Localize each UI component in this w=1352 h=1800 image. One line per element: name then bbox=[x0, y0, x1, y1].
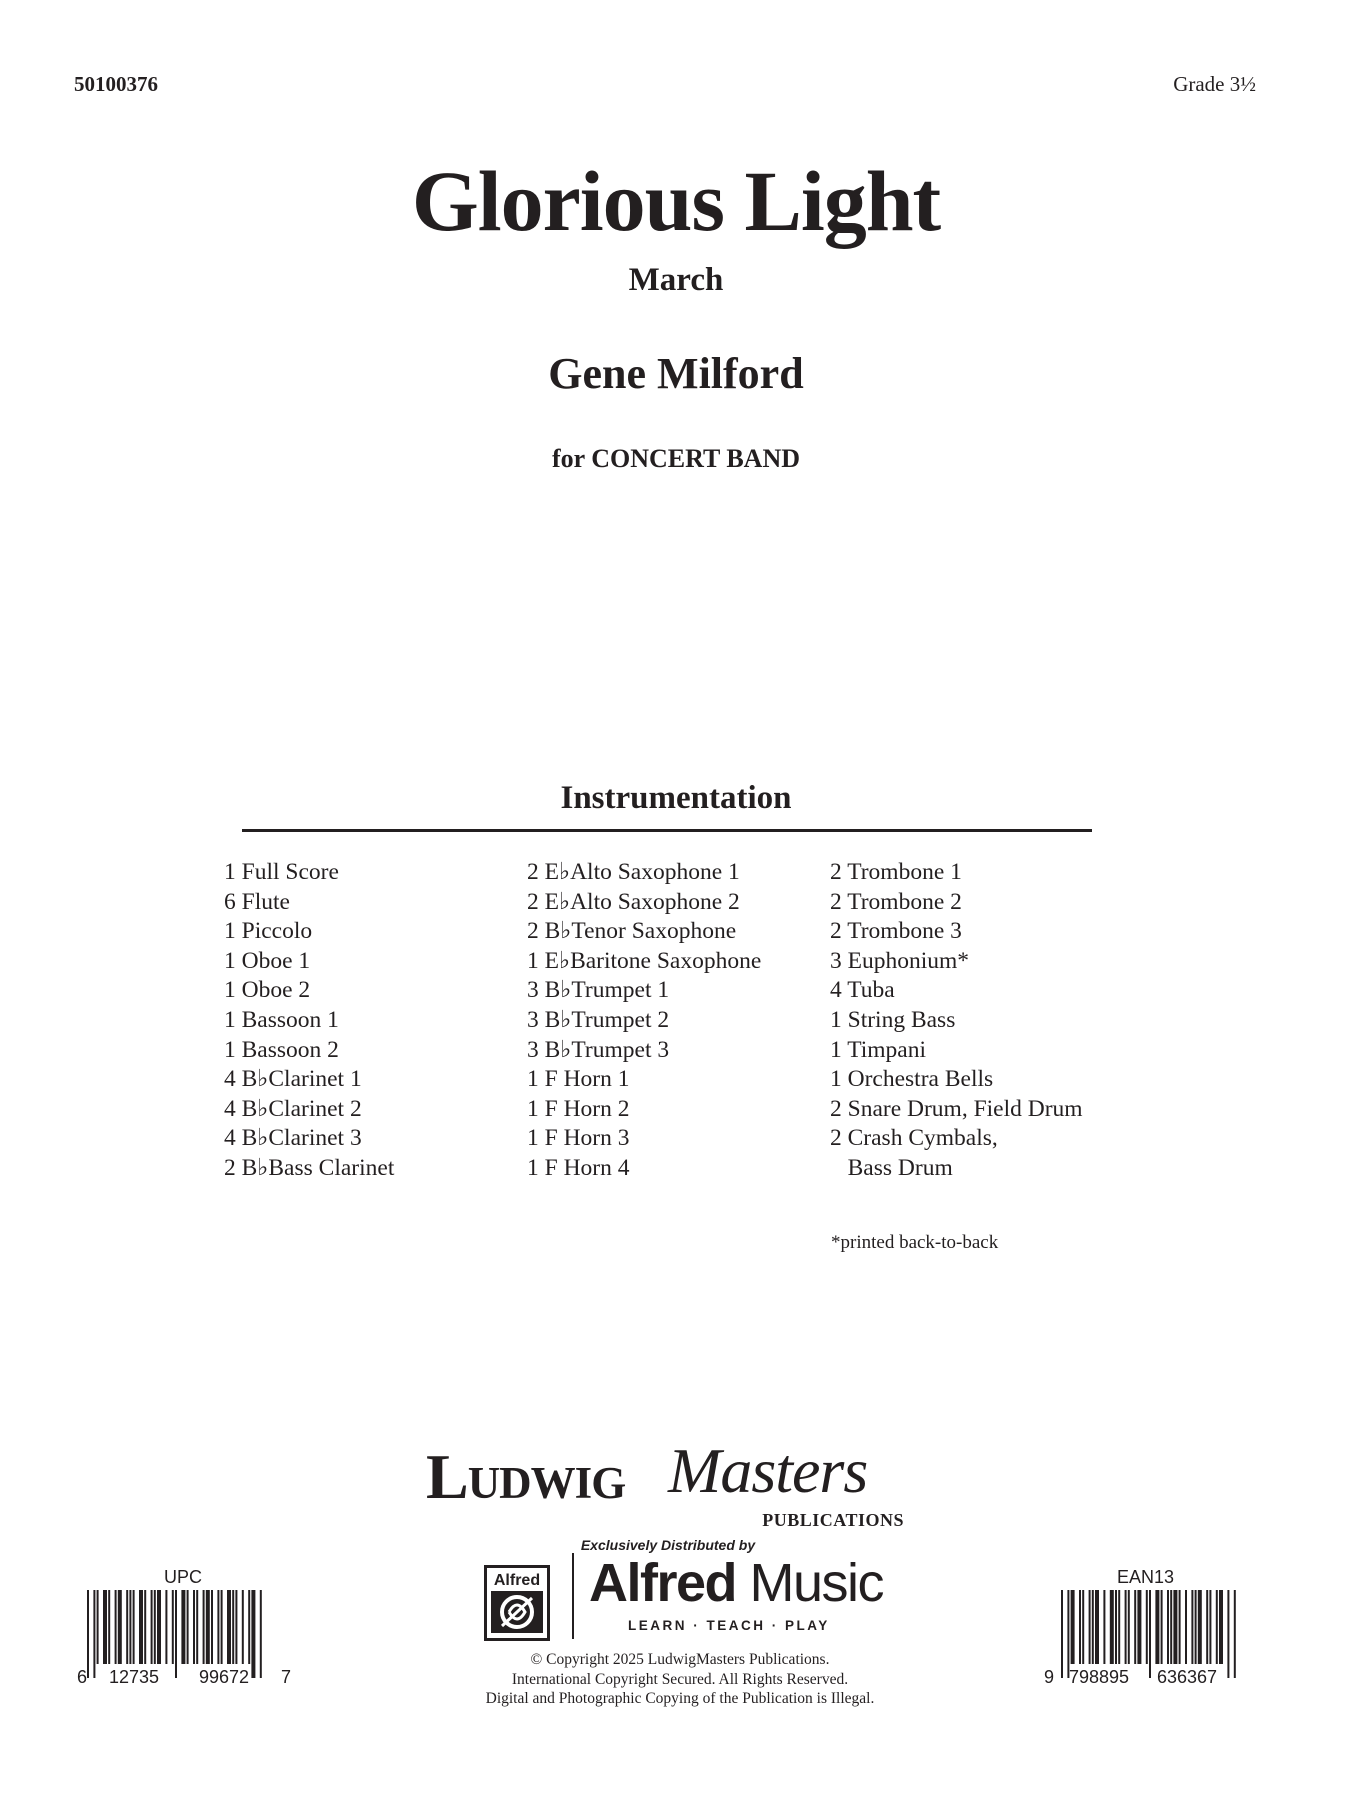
barcode-bar bbox=[242, 1590, 244, 1664]
upc-digits: 6 bbox=[77, 1667, 88, 1687]
barcode-bar bbox=[1185, 1590, 1187, 1664]
instrument-item: 4 B♭Clarinet 2 bbox=[224, 1095, 362, 1122]
instrument-item: 3 Euphonium* bbox=[830, 947, 970, 974]
barcode-bar bbox=[154, 1590, 156, 1664]
instrument-column-1 bbox=[224, 858, 394, 1184]
barcode-bar bbox=[139, 1590, 143, 1664]
barcode-bar bbox=[1118, 1590, 1120, 1664]
barcode-bar bbox=[1082, 1590, 1084, 1664]
barcode-bar bbox=[97, 1590, 99, 1664]
copyright-line: © Copyright 2025 LudwigMasters Publications. bbox=[530, 1651, 830, 1668]
instrument-item: 2 Trombone 1 bbox=[830, 859, 962, 885]
instrumentation-divider bbox=[242, 829, 1092, 832]
barcode-bar bbox=[1071, 1590, 1075, 1664]
barcode-bar bbox=[1067, 1590, 1069, 1678]
copyright-line: Digital and Photographic Copying of the Publication is Illegal. bbox=[485, 1690, 875, 1707]
instrument-item: 1 F Horn 3 bbox=[527, 1125, 630, 1152]
barcode-bar bbox=[1061, 1590, 1063, 1678]
barcode-bar bbox=[235, 1590, 237, 1664]
alfred-badge-icon bbox=[484, 1565, 550, 1641]
instrument-item: 1 Oboe 2 bbox=[224, 977, 311, 1004]
instrument-item: 1 Piccolo bbox=[224, 918, 313, 945]
upc-digits: 7 bbox=[281, 1667, 292, 1687]
copyright-line: International Copyright Secured. All Rights Reserved. bbox=[511, 1670, 849, 1688]
barcode-bar bbox=[196, 1590, 198, 1664]
barcode-bar bbox=[1155, 1590, 1159, 1664]
barcode-bar bbox=[93, 1590, 95, 1678]
distributor-divider bbox=[572, 1553, 574, 1639]
upc-digits: 12735 bbox=[109, 1667, 160, 1687]
instrument-column-2 bbox=[527, 858, 761, 1184]
instrument-item: 4 B♭Clarinet 1 bbox=[224, 1066, 362, 1093]
barcode-bar bbox=[1092, 1590, 1094, 1664]
barcode-bar bbox=[221, 1590, 223, 1664]
instrument-item: 6 Flute bbox=[224, 888, 290, 915]
barcode-bar bbox=[1198, 1590, 1202, 1664]
instrument-item: 2 E♭Alto Saxophone 1 bbox=[527, 859, 740, 885]
barcode-bar bbox=[1209, 1590, 1211, 1664]
instrument-item: 1 String Bass bbox=[830, 1006, 956, 1033]
instrument-item: 1 Orchestra Bells bbox=[830, 1066, 994, 1093]
barcode-bar bbox=[1089, 1590, 1091, 1664]
instrument-item: 2 B♭Tenor Saxophone bbox=[527, 918, 737, 945]
barcode-bar bbox=[172, 1590, 174, 1664]
barcode-bar bbox=[165, 1590, 167, 1664]
distributed-by-text: Exclusively Distributed by bbox=[580, 1537, 756, 1553]
alfred-wordmark-rest: Music bbox=[736, 1553, 884, 1613]
instrument-item: 1 Bassoon 2 bbox=[224, 1036, 339, 1063]
barcode-bar bbox=[175, 1590, 177, 1678]
instrument-item: 2 B♭Bass Clarinet bbox=[224, 1154, 395, 1181]
logo-ludwig-text: Ludwig bbox=[426, 1441, 626, 1512]
instrument-item: 4 B♭Clarinet 3 bbox=[224, 1125, 362, 1152]
instrument-item: 1 F Horn 1 bbox=[527, 1066, 630, 1093]
instrument-item: 2 E♭Alto Saxophone 2 bbox=[527, 888, 740, 915]
ean13-label: EAN13 bbox=[1117, 1567, 1175, 1587]
grade-level: Grade 3½ bbox=[1173, 72, 1256, 96]
instrument-item: 1 Timpani bbox=[830, 1036, 926, 1063]
barcode-bar bbox=[248, 1590, 250, 1664]
upc-barcode bbox=[87, 1590, 277, 1678]
barcode-bar bbox=[1079, 1590, 1081, 1664]
page-subtitle: March bbox=[628, 262, 724, 298]
instrument-item: 3 B♭Trumpet 2 bbox=[527, 1006, 670, 1033]
barcode-bar bbox=[115, 1590, 117, 1664]
barcode-bar bbox=[118, 1590, 122, 1664]
alfred-tagline: LEARN · TEACH · PLAY bbox=[628, 1618, 830, 1633]
upc-label: UPC bbox=[164, 1567, 203, 1587]
instrument-item: 3 B♭Trumpet 3 bbox=[527, 1036, 670, 1063]
barcode-bar bbox=[206, 1590, 210, 1664]
alfred-music-wordmark bbox=[589, 1553, 884, 1613]
barcode-bar bbox=[1227, 1590, 1229, 1678]
instrument-item: 2 Trombone 2 bbox=[830, 888, 962, 915]
barcode-bar bbox=[1206, 1590, 1208, 1664]
ean13-digits: 9 bbox=[1044, 1667, 1055, 1687]
page-title: Glorious Light bbox=[411, 153, 941, 249]
barcode-bar bbox=[1149, 1590, 1151, 1678]
logo-publications-text: PUBLICATIONS bbox=[762, 1510, 904, 1530]
instrument-item: 1 F Horn 4 bbox=[527, 1154, 630, 1181]
logo-masters-text: Masters bbox=[668, 1435, 868, 1506]
instrument-item: 1 E♭Baritone Saxophone bbox=[527, 947, 762, 974]
instrument-item: 1 Bassoon 1 bbox=[224, 1006, 339, 1033]
barcode-bar bbox=[133, 1590, 135, 1664]
ean13-digits: 798895 bbox=[1069, 1667, 1130, 1687]
ensemble-line: for CONCERT BAND bbox=[551, 444, 801, 473]
barcode-bar bbox=[1125, 1590, 1127, 1664]
composer-name: Gene Milford bbox=[548, 349, 804, 398]
barcode-bar bbox=[217, 1590, 219, 1664]
alfred-wordmark-bold: Alfred bbox=[589, 1553, 737, 1613]
footnote: *printed back-to-back bbox=[831, 1232, 999, 1253]
barcode-bar bbox=[1234, 1590, 1236, 1678]
barcode-bar bbox=[1167, 1590, 1169, 1664]
barcode-bar bbox=[203, 1590, 205, 1664]
barcode-bar bbox=[1146, 1590, 1148, 1664]
barcode-bar bbox=[1191, 1590, 1193, 1664]
barcode-bar bbox=[211, 1590, 213, 1664]
instrument-item: 2 Snare Drum, Field Drum bbox=[830, 1095, 1083, 1122]
instrument-item: 2 Crash Cymbals, bbox=[830, 1125, 998, 1152]
upc-digits: 99672 bbox=[199, 1667, 250, 1687]
alfred-badge-text: Alfred bbox=[493, 1572, 541, 1589]
instrument-item: 4 Tuba bbox=[830, 977, 895, 1004]
barcode-bar bbox=[260, 1590, 262, 1678]
barcode-bar bbox=[157, 1590, 161, 1664]
instrument-item: 1 Oboe 1 bbox=[224, 947, 311, 974]
barcode-bar bbox=[129, 1590, 131, 1664]
barcode-bar bbox=[187, 1590, 189, 1664]
ean13-digits: 636367 bbox=[1157, 1667, 1218, 1687]
barcode-bar bbox=[108, 1590, 110, 1664]
barcode-bar bbox=[1179, 1590, 1181, 1664]
barcode-bar bbox=[1110, 1590, 1114, 1664]
ean13-barcode bbox=[1061, 1590, 1249, 1678]
barcode-bar bbox=[1134, 1590, 1136, 1664]
barcode-bar bbox=[1103, 1590, 1105, 1664]
barcode-bar bbox=[151, 1590, 153, 1664]
instrument-item: 1 F Horn 2 bbox=[527, 1095, 630, 1122]
barcode-bar bbox=[87, 1590, 89, 1678]
instrument-item: 2 Trombone 3 bbox=[830, 918, 962, 945]
instrument-item: Bass Drum bbox=[830, 1154, 953, 1181]
barcode-bar bbox=[1128, 1590, 1130, 1664]
barcode-bar bbox=[126, 1590, 128, 1664]
barcode-bar bbox=[1161, 1590, 1163, 1664]
barcode-bar bbox=[1170, 1590, 1172, 1664]
barcode-bar bbox=[1219, 1590, 1223, 1664]
barcode-bar bbox=[103, 1590, 107, 1664]
catalog-number: 50100376 bbox=[74, 72, 158, 96]
barcode-bar bbox=[1115, 1590, 1117, 1664]
barcode-bar bbox=[193, 1590, 195, 1664]
barcode-bar bbox=[1173, 1590, 1177, 1664]
barcode-bar bbox=[1195, 1590, 1197, 1664]
instrumentation-heading: Instrumentation bbox=[560, 780, 792, 816]
barcode-bar bbox=[181, 1590, 185, 1664]
barcode-bar bbox=[232, 1590, 234, 1664]
barcode-bar bbox=[227, 1590, 231, 1664]
barcode-bar bbox=[251, 1590, 255, 1678]
instrument-item: 1 Full Score bbox=[224, 859, 339, 885]
instrument-column-3 bbox=[830, 858, 1083, 1184]
instrument-item: 3 B♭Trumpet 1 bbox=[527, 977, 670, 1004]
barcode-bar bbox=[1137, 1590, 1141, 1664]
barcode-bar bbox=[1095, 1590, 1099, 1664]
barcode-bar bbox=[1216, 1590, 1218, 1664]
barcode-bar bbox=[144, 1590, 146, 1664]
publisher-logo bbox=[426, 1435, 906, 1538]
